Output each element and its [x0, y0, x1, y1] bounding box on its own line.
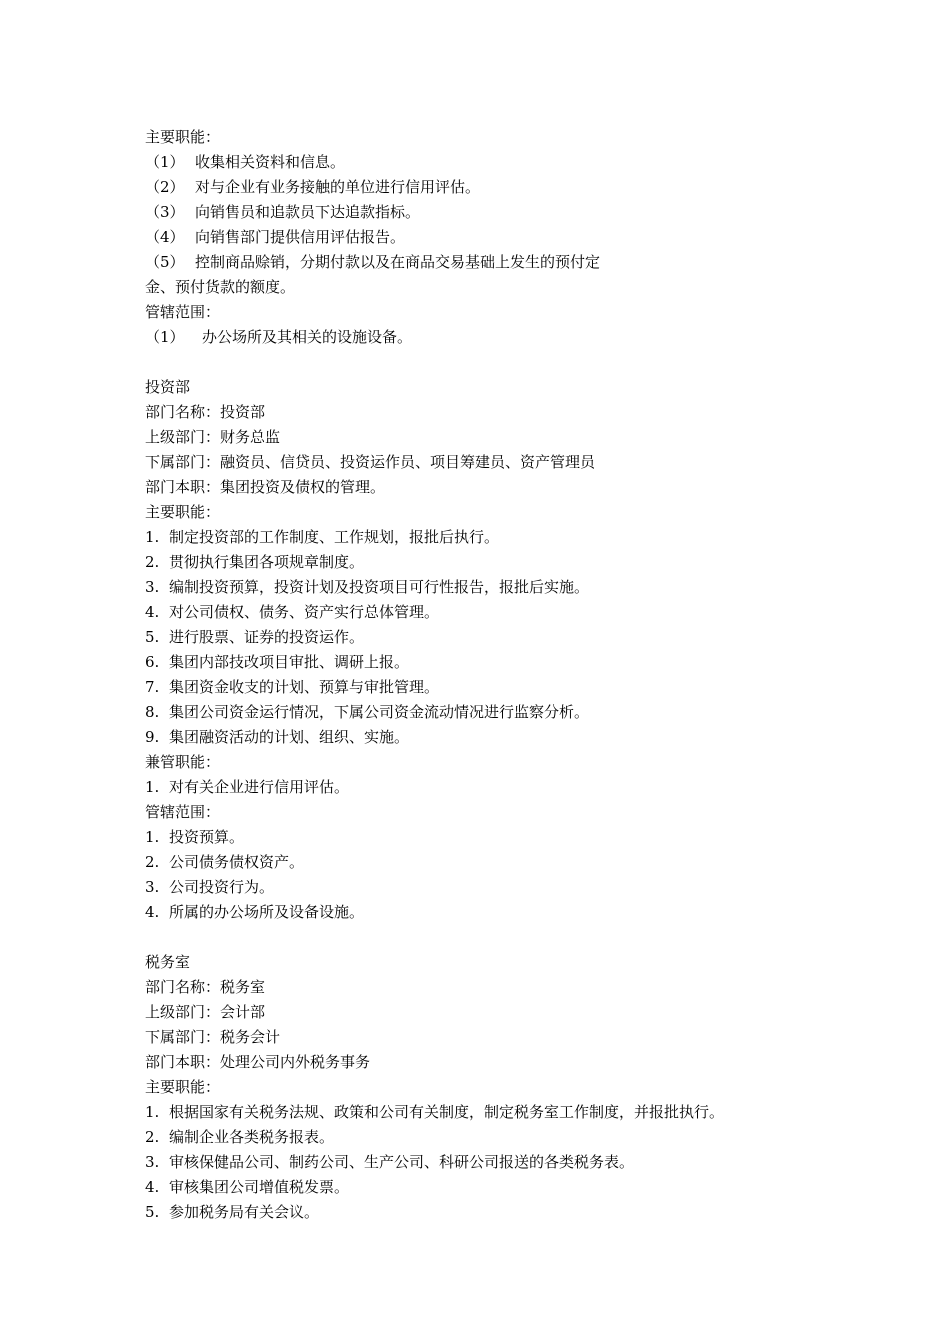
- list-item: 1. 根据国家有关税务法规、政策和公司有关制度，制定税务室工作制度，并报批执行。: [145, 1103, 725, 1121]
- list-item: 4. 所属的办公场所及设备设施。: [145, 903, 365, 921]
- subordinate-depts: 下属部门：融资员、信贷员、投资运作员、项目筹建员、资产管理员: [145, 453, 596, 471]
- list-item: 1. 投资预算。: [145, 828, 245, 846]
- main-duties-heading: 主要职能：: [145, 128, 221, 146]
- superior-dept: 上级部门：会计部: [145, 1003, 266, 1021]
- document-body: [145, 125, 890, 1225]
- list-item: （1） 收集相关资料和信息。: [145, 153, 346, 171]
- dept-name: 部门名称：投资部: [145, 403, 266, 421]
- list-item: 2. 贯彻执行集团各项规章制度。: [145, 553, 365, 571]
- list-item: 1. 对有关企业进行信用评估。: [145, 778, 350, 796]
- scope-heading: 管辖范围：: [145, 303, 221, 321]
- spacer: [145, 350, 890, 375]
- list-item: 3. 公司投资行为。: [145, 878, 275, 896]
- dept-name: 部门名称：税务室: [145, 978, 266, 996]
- spacer: [145, 925, 890, 950]
- subordinate-depts: 下属部门：税务会计: [145, 1028, 281, 1046]
- list-item: （3） 向销售员和追款员下达追款指标。: [145, 203, 421, 221]
- list-item: 4. 审核集团公司增值税发票。: [145, 1178, 350, 1196]
- list-item: 5. 参加税务局有关会议。: [145, 1203, 320, 1221]
- list-item-continuation: 金、预付货款的额度。: [145, 278, 296, 296]
- list-item: 4. 对公司债权、债务、资产实行总体管理。: [145, 603, 440, 621]
- list-item: 9. 集团融资活动的计划、组织、实施。: [145, 728, 410, 746]
- list-item: （5） 控制商品赊销，分期付款以及在商品交易基础上发生的预付定: [145, 253, 601, 271]
- core-duty: 部门本职：处理公司内外税务事务: [145, 1053, 371, 1071]
- main-duties-heading: 主要职能：: [145, 503, 221, 521]
- scope-heading: 管辖范围：: [145, 803, 221, 821]
- list-item: （2） 对与企业有业务接触的单位进行信用评估。: [145, 178, 481, 196]
- main-duties-heading: 主要职能：: [145, 1078, 221, 1096]
- list-item: （1） 办公场所及其相关的设施设备。: [145, 328, 413, 346]
- list-item: 7. 集团资金收支的计划、预算与审批管理。: [145, 678, 440, 696]
- list-item: 5. 进行股票、证券的投资运作。: [145, 628, 365, 646]
- concurrent-duties-heading: 兼管职能：: [145, 753, 221, 771]
- section-title-investment: 投资部: [145, 378, 191, 396]
- section-title-tax: 税务室: [145, 953, 191, 971]
- list-item: 6. 集团内部技改项目审批、调研上报。: [145, 653, 410, 671]
- superior-dept: 上级部门：财务总监: [145, 428, 281, 446]
- list-item: 3. 审核保健品公司、制药公司、生产公司、科研公司报送的各类税务表。: [145, 1153, 635, 1171]
- list-item: （4） 向销售部门提供信用评估报告。: [145, 228, 406, 246]
- list-item: 1. 制定投资部的工作制度、工作规划，报批后执行。: [145, 528, 500, 546]
- list-item: 2. 编制企业各类税务报表。: [145, 1128, 335, 1146]
- list-item: 2. 公司债务债权资产。: [145, 853, 305, 871]
- list-item: 8. 集团公司资金运行情况，下属公司资金流动情况进行监察分析。: [145, 703, 590, 721]
- core-duty: 部门本职：集团投资及债权的管理。: [145, 478, 386, 496]
- list-item: 3. 编制投资预算，投资计划及投资项目可行性报告，报批后实施。: [145, 578, 590, 596]
